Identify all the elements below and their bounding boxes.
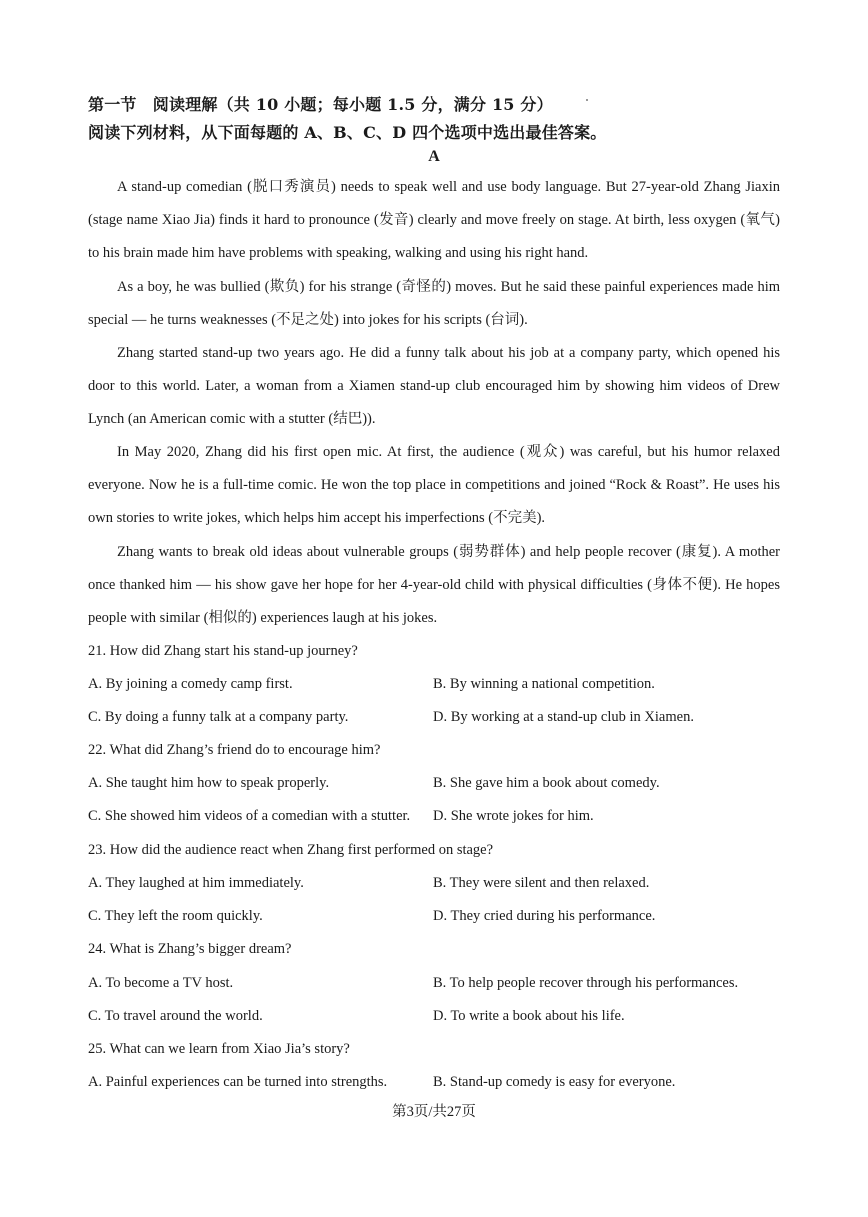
question-23-option-a: A. They laughed at him immediately. (88, 875, 304, 891)
question-24-option-c: C. To travel around the world. (88, 1008, 263, 1024)
paragraph-5: Zhang wants to break old ideas about vulnerable groups (弱势群体) and help people recover (康复). A mother once thanked him — his show gave her hope for her 4-year-old child with physical difficulties (身体不便). He hopes people with similar (相似的) experiences laugh at his jokes. (88, 544, 780, 627)
question-22-option-c: C. She showed him videos of a comedian with a stutter. (88, 808, 411, 824)
question-23-option-b: B. They were silent and then relaxed. (433, 875, 650, 891)
question-21-option-b: B. By winning a national competition. (433, 676, 655, 692)
question-22-stem: 22. What did Zhang’s friend do to encourage him? (88, 742, 381, 758)
question-22-option-a: A. She taught him how to speak properly. (88, 775, 330, 791)
paragraph-2: As a boy, he was bullied (欺负) for his strange (奇怪的) moves. But he said these painful experiences made him special — he turns weaknesses (不足之处) into jokes for his scripts (台词). (88, 279, 780, 329)
question-22-option-d: D. She wrote jokes for him. (433, 808, 594, 824)
question-24-option-b: B. To help people recover through his performances. (433, 975, 739, 991)
paragraph-4: In May 2020, Zhang did his first open mic. At first, the audience (观众) was careful, but his humor relaxed everyone. Now he is a full-time comic. He won the top place in competitions and joined “Rock & Roast”. He uses his own stories to write jokes, which helps him accept his imperfections (不完美). (88, 444, 780, 527)
question-23-option-c: C. They left the room quickly. (88, 908, 263, 924)
instruction-text: 阅读下列材料，从下面每题的 A、B、C、D 四个选项中选出最佳答案。 (88, 123, 607, 142)
question-21-option-d: D. By working at a stand-up club in Xiamen. (433, 709, 694, 725)
question-25-option-b: B. Stand-up comedy is easy for everyone. (433, 1074, 676, 1090)
question-21-option-a: A. By joining a comedy camp first. (88, 676, 293, 692)
question-24-option-d: D. To write a book about his life. (433, 1008, 625, 1024)
question-24-option-a: A. To become a TV host. (88, 975, 234, 991)
question-21-stem: 21. How did Zhang start his stand-up journey? (88, 643, 358, 659)
question-23-stem: 23. How did the audience react when Zhang first performed on stage? (88, 842, 494, 858)
section-title: 第一节 阅读理解（共 10 小题；每小题 1.5 分，满分 15 分） (88, 95, 553, 114)
question-25-stem: 25. What can we learn from Xiao Jia’s story? (88, 1041, 350, 1057)
passage-letter: A (428, 148, 440, 165)
paragraph-1: A stand-up comedian (脱口秀演员) needs to speak well and use body language. But 27-year-old Zhang Jiaxin (stage name Xiao Jia) finds it hard to pronounce (发音) clearly and move freely on stage. At birth, less oxygen (氧气) to his brain made him have problems with speaking, walking and using his right hand. (88, 179, 780, 262)
paragraph-3: Zhang started stand-up two years ago. He did a funny talk about his job at a company party, which opened his door to this world. Later, a woman from a Xiamen stand-up club encouraged him by showing him videos of Drew Lynch (an American comic with a stutter (结巴)). (88, 345, 780, 428)
question-25-option-a: A. Painful experiences can be turned into strengths. (88, 1074, 388, 1090)
question-23-option-d: D. They cried during his performance. (433, 908, 656, 924)
question-24-stem: 24. What is Zhang’s bigger dream? (88, 941, 292, 957)
question-21-option-c: C. By doing a funny talk at a company party. (88, 709, 349, 725)
scan-speck (586, 99, 588, 101)
page-number: 第3页/共27页 (392, 1104, 476, 1120)
question-22-option-b: B. She gave him a book about comedy. (433, 775, 660, 791)
